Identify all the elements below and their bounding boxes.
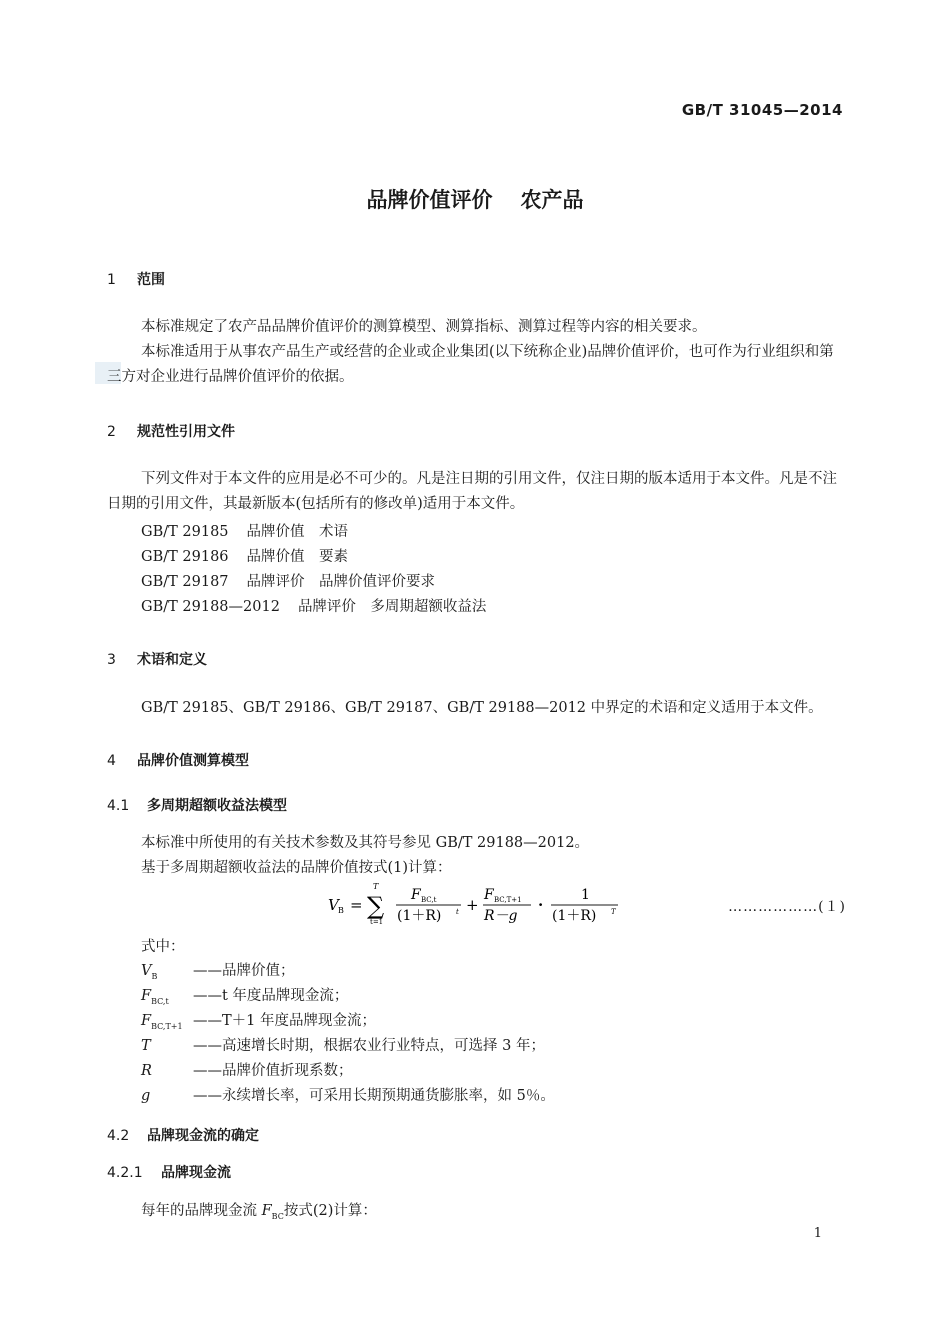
paragraph: GB/T 29185、GB/T 29186、GB/T 29187、GB/T 29188—2012 中界定的术语和定义适用于本文件。 xyxy=(141,700,823,716)
frac3-den: (1＋R) xyxy=(552,908,597,924)
title-part-2: 农产品 xyxy=(520,188,584,212)
section-heading-2: 2 规范性引用文件 xyxy=(107,424,235,440)
section-heading-4: 4 品牌价值测算模型 xyxy=(107,753,249,769)
reference-item: GB/T 29187 品牌评价 品牌价值评价要求 xyxy=(141,574,436,590)
where-label: 式中： xyxy=(141,939,185,955)
frac2-den: R－g xyxy=(484,908,518,924)
section-heading-4-2-1: 4.2.1 品牌现金流 xyxy=(107,1165,231,1181)
formula-graphic xyxy=(326,880,646,930)
frac1-num-sub: BC,t xyxy=(421,896,437,904)
sum-lower: t=1 xyxy=(370,918,384,926)
document-title xyxy=(0,184,950,214)
paragraph: 本标准适用于从事农产品生产或经营的企业或企业集团(以下统称企业)品牌价值评价，也可作为行业组织和第三方对企业进行品牌价值评价的依据。 xyxy=(107,344,834,385)
symbol-definition: $V_B$ ——品牌价值； xyxy=(141,963,295,981)
sum-upper: T xyxy=(373,882,379,891)
reference-item: GB/T 29185 品牌价值 术语 xyxy=(141,524,349,540)
paragraph: 本标准中所使用的有关技术参数及其符号参见 GB/T 29188—2012。 xyxy=(141,835,590,851)
reference-item: GB/T 29186 品牌价值 要素 xyxy=(141,549,349,565)
symbol-definition: R ——品牌价值折现系数； xyxy=(141,1063,353,1079)
formula-lhs-sub: B xyxy=(338,906,344,915)
symbol-definition: g ——永续增长率，可采用长期预期通货膨胀率，如 5％。 xyxy=(141,1088,555,1104)
page-number: 1 xyxy=(813,1226,822,1241)
frac1-den: (1＋R) xyxy=(397,908,442,924)
section-heading-1: 1 范围 xyxy=(107,272,165,288)
paragraph: 基于多周期超额收益法的品牌价值按式(1)计算： xyxy=(141,860,452,876)
frac3-num: 1 xyxy=(581,887,590,903)
paragraph: 本标准规定了农产品品牌价值评价的测算模型、测算指标、测算过程等内容的相关要求。 xyxy=(141,319,707,335)
standard-number: GB/T 31045—2014 xyxy=(681,101,843,119)
symbol-definition: $F_{BC,t}$ ——t 年度品牌现金流； xyxy=(141,988,349,1006)
paragraph: 下列文件对于本文件的应用是必不可少的。凡是注日期的引用文件，仅注日期的版本适用于本文件。凡是不注日期的引用文件，其最新版本(包括所有的修改单)适用于本文件。 xyxy=(107,471,837,512)
symbol-definition: T ——高速增长时期，根据农业行业特点，可选择 3 年； xyxy=(141,1038,545,1054)
formula-eq: = xyxy=(350,896,363,914)
sum-symbol: ∑ xyxy=(367,892,385,920)
reference-item: GB/T 29188—2012 品牌评价 多周期超额收益法 xyxy=(141,599,487,615)
formula-lhs: V xyxy=(328,896,339,914)
formula-dot: · xyxy=(538,896,544,914)
section-heading-4-2: 4.2 品牌现金流的确定 xyxy=(107,1128,259,1144)
frac2-num-sub: BC,T+1 xyxy=(494,896,522,904)
frac1-num: F xyxy=(411,887,421,903)
paragraph: 每年的品牌现金流 $F_{BC}$按式(2)计算： xyxy=(141,1203,377,1221)
frac1-den-sup: t xyxy=(456,908,459,916)
title-part-1: 品牌价值评价 xyxy=(366,188,493,212)
formula-1 xyxy=(326,880,846,930)
section-heading-4-1: 4.1 多周期超额收益法模型 xyxy=(107,798,287,814)
formula-number: ………………(１) xyxy=(728,899,846,915)
formula-plus: + xyxy=(466,896,479,914)
symbol-definition: $F_{BC,T+1}$ ——T＋1 年度品牌现金流； xyxy=(141,1013,377,1031)
frac2-num: F xyxy=(484,887,494,903)
frac3-den-sup: T xyxy=(611,908,616,916)
section-heading-3: 3 术语和定义 xyxy=(107,652,207,668)
